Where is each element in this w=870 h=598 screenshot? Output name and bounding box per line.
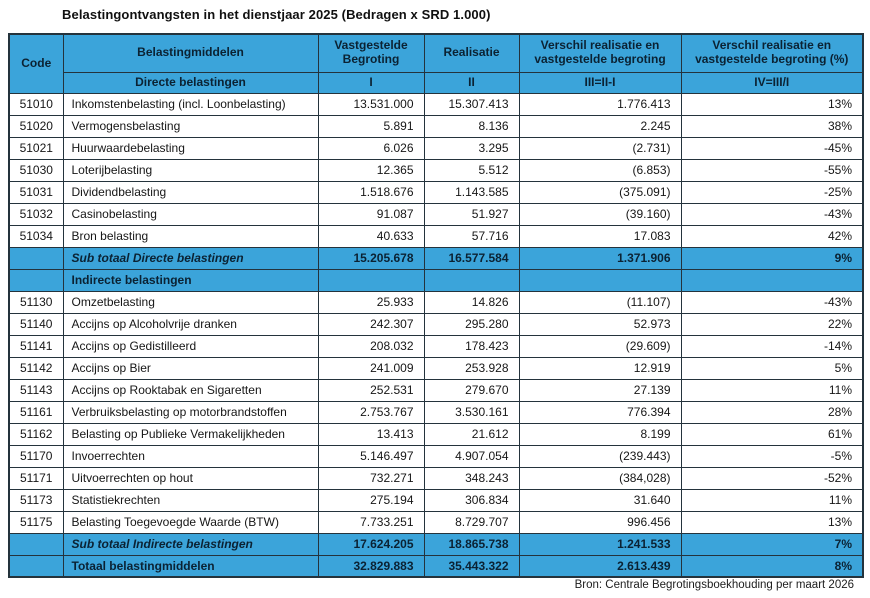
cell-num: (39.160) [519, 203, 681, 225]
cell-pct: 5% [681, 357, 863, 379]
cell-code: 51030 [9, 159, 63, 181]
cell-num: 35.443.322 [424, 555, 519, 577]
cell-num: 2.753.767 [318, 401, 424, 423]
table-body [9, 93, 863, 577]
cell-num: 3.295 [424, 137, 519, 159]
cell-label: Inkomstenbelasting (incl. Loonbelasting) [63, 93, 318, 115]
cell-code: 51130 [9, 291, 63, 313]
col-formula-IV: IV=III/I [681, 72, 863, 93]
cell-label: Sub totaal Indirecte belastingen [63, 533, 318, 555]
table-row-subtotal [9, 533, 863, 555]
table-row [9, 467, 863, 489]
cell-code: 51143 [9, 379, 63, 401]
cell-num: 275.194 [318, 489, 424, 511]
cell-label: Sub totaal Directe belastingen [63, 247, 318, 269]
table-row [9, 357, 863, 379]
cell-num: 15.307.413 [424, 93, 519, 115]
cell-code [9, 533, 63, 555]
tax-revenue-table [8, 33, 864, 578]
cell-num: 18.865.738 [424, 533, 519, 555]
cell-label: Huurwaardebelasting [63, 137, 318, 159]
cell-num: 8.136 [424, 115, 519, 137]
cell-num: 776.394 [519, 401, 681, 423]
cell-num: 1.143.585 [424, 181, 519, 203]
cell-code: 51173 [9, 489, 63, 511]
cell-pct: 9% [681, 247, 863, 269]
cell-num: 52.973 [519, 313, 681, 335]
cell-label: Loterijbelasting [63, 159, 318, 181]
table-row-total [9, 555, 863, 577]
table-header [9, 34, 863, 93]
cell-num: 306.834 [424, 489, 519, 511]
cell-label: Accijns op Bier [63, 357, 318, 379]
cell-num: 253.928 [424, 357, 519, 379]
table-row-section [9, 269, 863, 291]
table-row [9, 313, 863, 335]
cell-num: 279.670 [424, 379, 519, 401]
page-title: Belastingontvangsten in het dienstjaar 2025 (Bedragen x SRD 1.000) [62, 7, 491, 22]
cell-pct: -43% [681, 291, 863, 313]
cell-label: Casinobelasting [63, 203, 318, 225]
cell-pct: 7% [681, 533, 863, 555]
cell-num: 13.413 [318, 423, 424, 445]
cell-num: (375.091) [519, 181, 681, 203]
cell-code: 51020 [9, 115, 63, 137]
cell-num: 32.829.883 [318, 555, 424, 577]
table-row [9, 423, 863, 445]
cell-pct [681, 269, 863, 291]
cell-num: 17.624.205 [318, 533, 424, 555]
cell-num [424, 269, 519, 291]
col-roman-II: II [424, 72, 519, 93]
cell-num: 25.933 [318, 291, 424, 313]
cell-num [519, 269, 681, 291]
cell-label: Accijns op Alcoholvrije dranken [63, 313, 318, 335]
cell-code: 51142 [9, 357, 63, 379]
cell-num: 21.612 [424, 423, 519, 445]
table-row [9, 489, 863, 511]
cell-num: 208.032 [318, 335, 424, 357]
col-header-verschil-pct: Verschil realisatie en vastgestelde begroting (%) [681, 34, 863, 72]
cell-num: (29.609) [519, 335, 681, 357]
col-header-verschil: Verschil realisatie en vastgestelde begroting [519, 34, 681, 72]
cell-num: 2.245 [519, 115, 681, 137]
cell-pct: 42% [681, 225, 863, 247]
cell-code: 51170 [9, 445, 63, 467]
cell-num: 12.365 [318, 159, 424, 181]
cell-num: 242.307 [318, 313, 424, 335]
cell-label: Dividendbelasting [63, 181, 318, 203]
cell-label: Invoerrechten [63, 445, 318, 467]
col-header-realisatie: Realisatie [424, 34, 519, 72]
cell-num: 16.577.584 [424, 247, 519, 269]
cell-num: 178.423 [424, 335, 519, 357]
table-row [9, 137, 863, 159]
cell-pct: 13% [681, 93, 863, 115]
cell-num: 17.083 [519, 225, 681, 247]
col-header-vastgestelde-begroting: Vastgestelde Begroting [318, 34, 424, 72]
cell-num: 5.891 [318, 115, 424, 137]
cell-num: 3.530.161 [424, 401, 519, 423]
cell-num: 12.919 [519, 357, 681, 379]
table-row [9, 203, 863, 225]
cell-num: 1.518.676 [318, 181, 424, 203]
cell-label: Omzetbelasting [63, 291, 318, 313]
cell-num: 8.729.707 [424, 511, 519, 533]
col-header-belastingmiddelen: Belastingmiddelen [63, 34, 318, 72]
cell-pct: 11% [681, 489, 863, 511]
cell-num: 295.280 [424, 313, 519, 335]
table-row [9, 115, 863, 137]
cell-pct: -5% [681, 445, 863, 467]
table-row [9, 511, 863, 533]
cell-pct: 38% [681, 115, 863, 137]
cell-num: 252.531 [318, 379, 424, 401]
cell-label: Indirecte belastingen [63, 269, 318, 291]
cell-num: (2.731) [519, 137, 681, 159]
table-row [9, 93, 863, 115]
cell-pct: -52% [681, 467, 863, 489]
cell-label: Totaal belastingmiddelen [63, 555, 318, 577]
cell-num: 1.776.413 [519, 93, 681, 115]
cell-num: 5.512 [424, 159, 519, 181]
cell-pct: 8% [681, 555, 863, 577]
table-row [9, 445, 863, 467]
cell-num: (239.443) [519, 445, 681, 467]
cell-label: Belasting op Publieke Vermakelijkheden [63, 423, 318, 445]
cell-num: (6.853) [519, 159, 681, 181]
cell-num: (11.107) [519, 291, 681, 313]
cell-code [9, 247, 63, 269]
cell-code: 51031 [9, 181, 63, 203]
table-row [9, 379, 863, 401]
cell-label: Vermogensbelasting [63, 115, 318, 137]
cell-code: 51140 [9, 313, 63, 335]
cell-code: 51175 [9, 511, 63, 533]
cell-num: 732.271 [318, 467, 424, 489]
cell-label: Belasting Toegevoegde Waarde (BTW) [63, 511, 318, 533]
cell-label: Accijns op Gedistilleerd [63, 335, 318, 357]
cell-pct: -45% [681, 137, 863, 159]
cell-label: Uitvoerrechten op hout [63, 467, 318, 489]
cell-num: 241.009 [318, 357, 424, 379]
cell-code: 51034 [9, 225, 63, 247]
header-row-2 [9, 72, 863, 93]
cell-pct: 28% [681, 401, 863, 423]
table-row [9, 401, 863, 423]
cell-num: (384,028) [519, 467, 681, 489]
cell-num: 996.456 [519, 511, 681, 533]
table-row [9, 225, 863, 247]
cell-num: 4.907.054 [424, 445, 519, 467]
cell-pct: -43% [681, 203, 863, 225]
cell-num: 348.243 [424, 467, 519, 489]
cell-num: 15.205.678 [318, 247, 424, 269]
cell-num: 7.733.251 [318, 511, 424, 533]
cell-num: 1.371.906 [519, 247, 681, 269]
cell-code: 51141 [9, 335, 63, 357]
cell-pct: 11% [681, 379, 863, 401]
cell-code [9, 269, 63, 291]
cell-label: Bron belasting [63, 225, 318, 247]
table-row [9, 181, 863, 203]
section-header-directe-belastingen: Directe belastingen [63, 72, 318, 93]
cell-num: 5.146.497 [318, 445, 424, 467]
cell-pct: 61% [681, 423, 863, 445]
cell-num: 13.531.000 [318, 93, 424, 115]
source-note: Bron: Centrale Begrotingsboekhouding per maart 2026 [574, 579, 854, 591]
cell-pct: -14% [681, 335, 863, 357]
cell-pct: -25% [681, 181, 863, 203]
cell-code: 51021 [9, 137, 63, 159]
cell-code: 51161 [9, 401, 63, 423]
cell-code: 51171 [9, 467, 63, 489]
cell-pct: 22% [681, 313, 863, 335]
cell-label: Verbruiksbelasting op motorbrandstoffen [63, 401, 318, 423]
table-row [9, 159, 863, 181]
cell-num: 8.199 [519, 423, 681, 445]
cell-num: 1.241.533 [519, 533, 681, 555]
cell-code [9, 555, 63, 577]
cell-num: 27.139 [519, 379, 681, 401]
cell-pct: 13% [681, 511, 863, 533]
cell-pct: -55% [681, 159, 863, 181]
cell-num [318, 269, 424, 291]
table-row [9, 291, 863, 313]
table-row-subtotal [9, 247, 863, 269]
col-roman-I: I [318, 72, 424, 93]
cell-code: 51032 [9, 203, 63, 225]
table-row [9, 335, 863, 357]
cell-label: Accijns op Rooktabak en Sigaretten [63, 379, 318, 401]
cell-code: 51010 [9, 93, 63, 115]
cell-code: 51162 [9, 423, 63, 445]
cell-num: 51.927 [424, 203, 519, 225]
cell-num: 14.826 [424, 291, 519, 313]
cell-num: 91.087 [318, 203, 424, 225]
header-row-1 [9, 34, 863, 72]
col-formula-III: III=II-I [519, 72, 681, 93]
col-header-code: Code [9, 34, 63, 93]
cell-label: Statistiekrechten [63, 489, 318, 511]
cell-num: 40.633 [318, 225, 424, 247]
cell-num: 57.716 [424, 225, 519, 247]
cell-num: 31.640 [519, 489, 681, 511]
cell-num: 6.026 [318, 137, 424, 159]
cell-num: 2.613.439 [519, 555, 681, 577]
